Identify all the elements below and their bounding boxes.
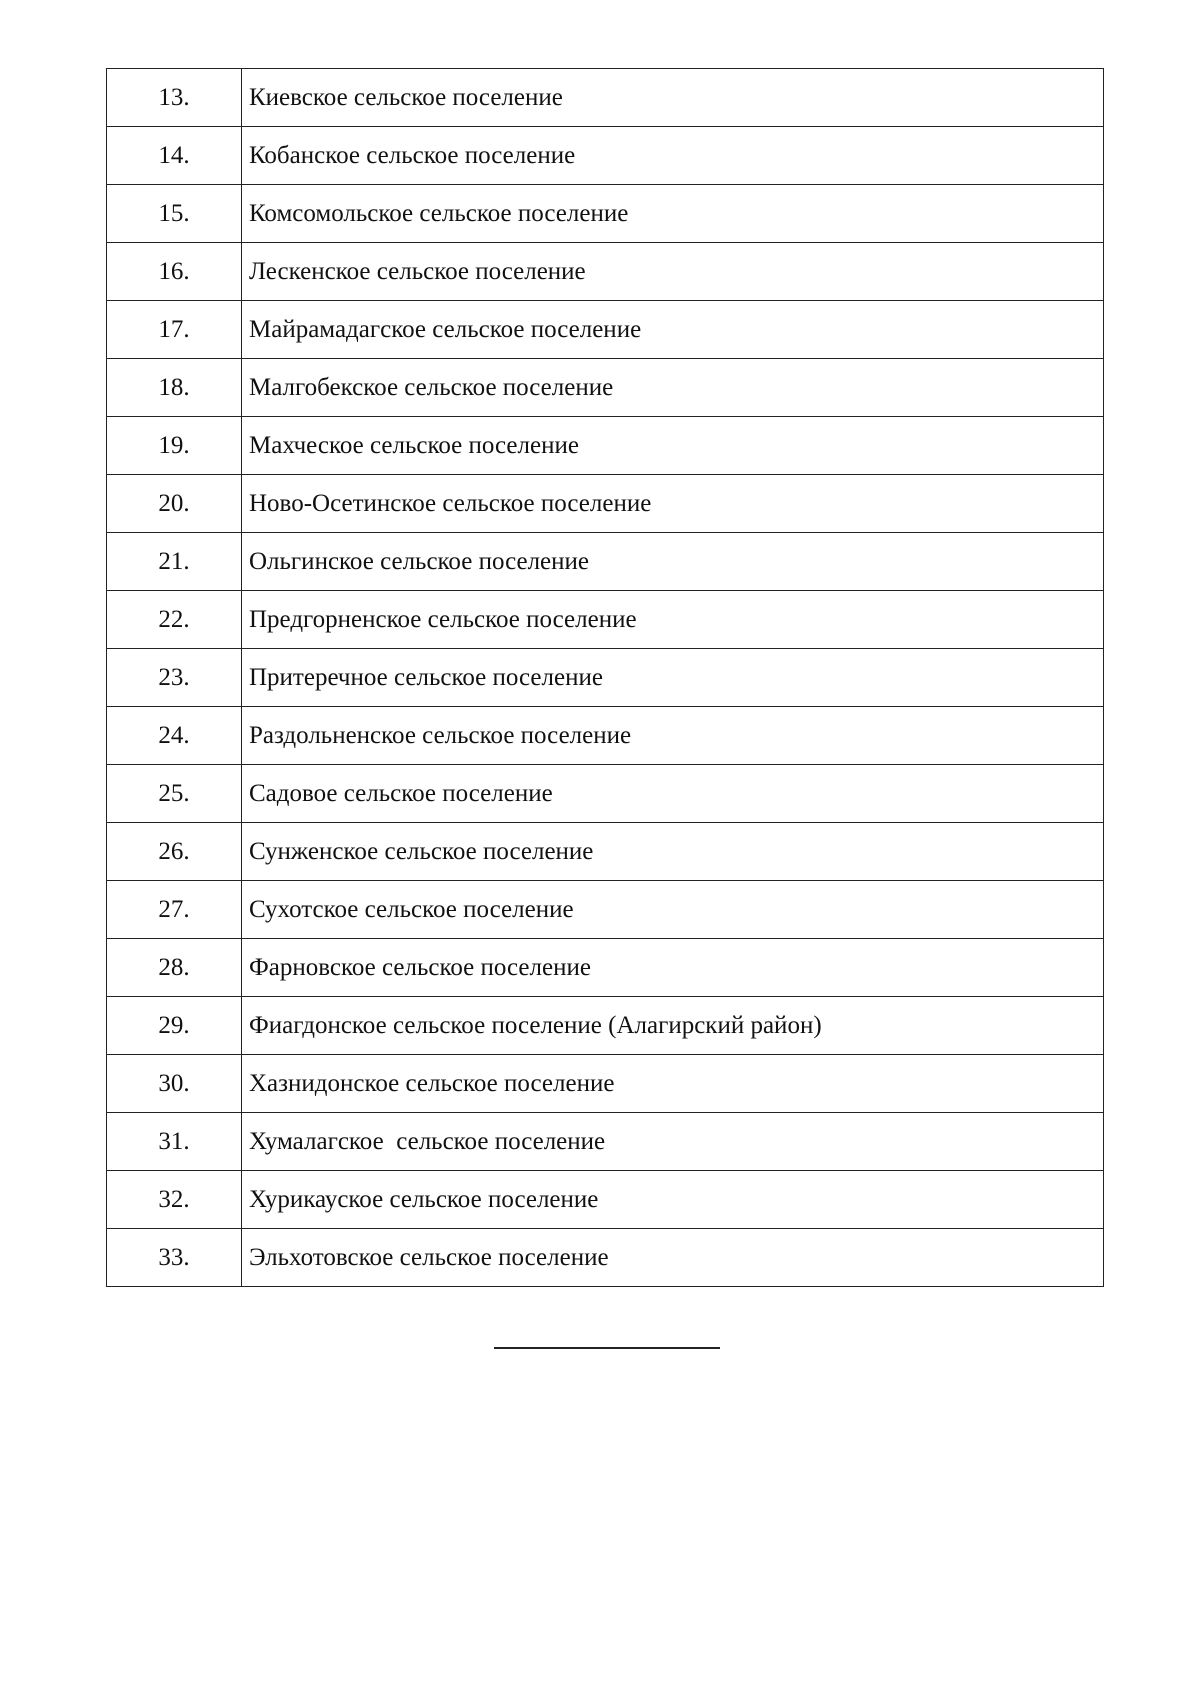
settlement-name: Раздольненское сельское поселение	[242, 707, 1104, 765]
table-row	[107, 765, 1104, 823]
table-row	[107, 649, 1104, 707]
settlement-name: Предгорненское сельское поселение	[242, 591, 1104, 649]
settlement-name: Эльхотовское сельское поселение	[242, 1229, 1104, 1287]
row-number: 20.	[107, 475, 242, 533]
table-row	[107, 359, 1104, 417]
table-row	[107, 823, 1104, 881]
table-row	[107, 417, 1104, 475]
table-row	[107, 185, 1104, 243]
row-number: 29.	[107, 997, 242, 1055]
row-number: 30.	[107, 1055, 242, 1113]
settlement-name: Лескенское сельское поселение	[242, 243, 1104, 301]
settlement-name: Притеречное сельское поселение	[242, 649, 1104, 707]
settlement-name: Хурикауское сельское поселение	[242, 1171, 1104, 1229]
table-row	[107, 1229, 1104, 1287]
table-row	[107, 881, 1104, 939]
settlements-table	[106, 68, 1104, 1287]
row-number: 32.	[107, 1171, 242, 1229]
table-row	[107, 591, 1104, 649]
settlement-name: Киевское сельское поселение	[242, 69, 1104, 127]
row-number: 13.	[107, 69, 242, 127]
settlement-name: Хумалагское сельское поселение	[242, 1113, 1104, 1171]
settlement-name: Фарновское сельское поселение	[242, 939, 1104, 997]
table-row	[107, 243, 1104, 301]
table-row	[107, 301, 1104, 359]
settlement-name: Ново-Осетинское сельское поселение	[242, 475, 1104, 533]
table-row	[107, 707, 1104, 765]
row-number: 18.	[107, 359, 242, 417]
row-number: 23.	[107, 649, 242, 707]
settlement-name: Махческое сельское поселение	[242, 417, 1104, 475]
settlement-name: Комсомольское сельское поселение	[242, 185, 1104, 243]
row-number: 25.	[107, 765, 242, 823]
settlement-name: Кобанское сельское поселение	[242, 127, 1104, 185]
table-row	[107, 1055, 1104, 1113]
row-number: 31.	[107, 1113, 242, 1171]
table-row	[107, 1171, 1104, 1229]
settlement-name: Сухотское сельское поселение	[242, 881, 1104, 939]
table-row	[107, 997, 1104, 1055]
table-row	[107, 127, 1104, 185]
row-number: 15.	[107, 185, 242, 243]
row-number: 27.	[107, 881, 242, 939]
settlement-name: Садовое сельское поселение	[242, 765, 1104, 823]
table-row	[107, 939, 1104, 997]
row-number: 28.	[107, 939, 242, 997]
settlement-name: Ольгинское сельское поселение	[242, 533, 1104, 591]
settlements-table-body	[107, 69, 1104, 1287]
settlement-name: Фиагдонское сельское поселение (Алагирский район)	[242, 997, 1104, 1055]
row-number: 16.	[107, 243, 242, 301]
row-number: 14.	[107, 127, 242, 185]
table-row	[107, 1113, 1104, 1171]
row-number: 26.	[107, 823, 242, 881]
row-number: 19.	[107, 417, 242, 475]
row-number: 21.	[107, 533, 242, 591]
row-number: 24.	[107, 707, 242, 765]
end-of-document-rule	[494, 1347, 720, 1349]
row-number: 33.	[107, 1229, 242, 1287]
table-row	[107, 69, 1104, 127]
table-row	[107, 475, 1104, 533]
settlement-name: Малгобекское сельское поселение	[242, 359, 1104, 417]
settlement-name: Сунженское сельское поселение	[242, 823, 1104, 881]
settlement-name: Хазнидонское сельское поселение	[242, 1055, 1104, 1113]
row-number: 22.	[107, 591, 242, 649]
row-number: 17.	[107, 301, 242, 359]
settlement-name: Майрамадагское сельское поселение	[242, 301, 1104, 359]
table-row	[107, 533, 1104, 591]
